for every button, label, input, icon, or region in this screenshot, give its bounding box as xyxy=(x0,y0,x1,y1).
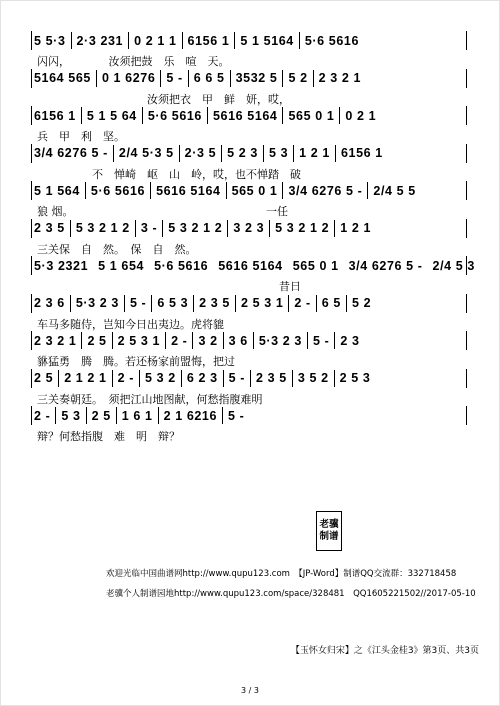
barline xyxy=(288,295,289,312)
measure: 2 - xyxy=(34,408,51,423)
barline xyxy=(226,182,227,199)
composer-stamp xyxy=(316,511,342,551)
score-line xyxy=(31,181,467,219)
measure: 5 2 xyxy=(351,296,372,310)
barline xyxy=(151,295,152,312)
measure: 6156 1 xyxy=(34,108,76,123)
barline xyxy=(282,182,283,199)
barline xyxy=(223,332,224,349)
barline xyxy=(150,182,151,199)
measure: 3532 5 xyxy=(235,71,278,85)
measure: 2 1 6216 xyxy=(163,408,218,423)
barline xyxy=(316,295,317,312)
barline xyxy=(292,370,293,387)
barline xyxy=(250,370,251,387)
measure: 3 2 3 xyxy=(233,221,265,235)
score-line xyxy=(31,331,467,369)
measure: 0 2 1 1 xyxy=(134,33,177,48)
barline xyxy=(81,107,82,124)
barline xyxy=(293,145,294,162)
barline xyxy=(70,220,71,237)
barline xyxy=(234,32,235,49)
barline xyxy=(165,332,166,349)
measure: 1 2 1 xyxy=(340,221,372,235)
measure: 2 5 xyxy=(34,371,54,385)
barline xyxy=(334,220,335,237)
barline xyxy=(335,145,336,162)
lyrics-row: 辩？何愁指腹 难 明 辩？ xyxy=(37,430,180,443)
measure: 5 3 xyxy=(61,408,81,423)
notation-row xyxy=(31,406,467,425)
measure: 6 6 5 xyxy=(193,71,225,85)
measure: 2 - xyxy=(171,333,188,348)
barline xyxy=(230,70,231,87)
measure: 5 1 654 xyxy=(98,258,145,273)
measure: 5 5·3 xyxy=(34,33,66,48)
measure: 3 5 2 xyxy=(297,371,329,385)
barline xyxy=(70,295,71,312)
stamp-line-2: 制谱 xyxy=(319,531,339,542)
barline xyxy=(142,107,143,124)
measure: 2 3 5 xyxy=(199,296,230,310)
measure: 2 1 2 1 xyxy=(64,371,107,385)
measure: 2 5 3 1 xyxy=(240,296,284,310)
barline xyxy=(81,332,82,349)
barline xyxy=(221,145,222,162)
measure: 3/4 6276 5 - xyxy=(288,183,363,198)
measure: 2 5 xyxy=(91,408,111,423)
barline xyxy=(313,70,314,87)
measure: 1 6 1 xyxy=(121,408,153,423)
measure: 565 0 1 xyxy=(292,258,339,273)
measure: 5 - xyxy=(228,371,246,385)
measure: 5 3 2 xyxy=(145,371,176,385)
barline xyxy=(192,332,193,349)
barline xyxy=(253,332,254,349)
measure: 2/4 5 5 xyxy=(373,183,416,198)
barline xyxy=(222,407,223,424)
barline xyxy=(269,220,270,237)
measure: 3 2 xyxy=(198,333,218,348)
barline xyxy=(193,295,194,312)
notation-row xyxy=(31,69,467,88)
barline xyxy=(263,145,264,162)
barline xyxy=(116,407,117,424)
score-line xyxy=(31,31,467,69)
barline xyxy=(124,295,125,312)
barline xyxy=(128,32,129,49)
measure: 2 - xyxy=(294,296,311,310)
measure: 5 3 xyxy=(268,146,289,160)
lyrics-row: 昔日 xyxy=(37,280,301,293)
barline xyxy=(135,220,136,237)
measure: 5·6 5616 xyxy=(147,108,202,123)
stamp-line-1: 老骥 xyxy=(319,519,339,530)
barline xyxy=(334,370,335,387)
measure: 5·3 2321 xyxy=(34,258,89,273)
measure: 5616 5164 xyxy=(212,108,278,123)
barline xyxy=(179,145,180,162)
score-body xyxy=(31,31,475,444)
measure: 565 0 1 xyxy=(231,183,278,198)
score-line xyxy=(31,144,467,182)
notation-row xyxy=(31,294,467,313)
barline xyxy=(207,107,208,124)
barline xyxy=(58,370,59,387)
barline xyxy=(182,32,183,49)
measure: 2 5 xyxy=(87,333,107,348)
notation-row xyxy=(31,219,467,238)
score-line xyxy=(31,219,467,257)
notation-row xyxy=(31,144,467,163)
measure: 5 1 564 xyxy=(34,183,80,198)
measure: 5 1 5 64 xyxy=(86,108,137,123)
measure: 5 1 5164 xyxy=(240,33,294,48)
measure: 5 2 xyxy=(288,71,308,85)
notation-row xyxy=(31,369,467,388)
lyrics-row: 三关保 自 然。 保 自 然。 xyxy=(37,242,197,256)
measure: 2 3 5 xyxy=(34,221,65,235)
measure: 5616 5164 xyxy=(156,183,221,198)
measure: 2 3 xyxy=(340,333,360,348)
barline xyxy=(227,220,228,237)
barline xyxy=(86,407,87,424)
measure: 5·6 5616 xyxy=(90,183,146,198)
barline xyxy=(282,107,283,124)
page-number: 3 / 3 xyxy=(241,686,259,695)
measure: 2 3 2 1 xyxy=(34,333,77,348)
barline xyxy=(71,32,72,49)
measure: 3 - xyxy=(140,221,158,235)
score-line xyxy=(31,256,475,294)
barline xyxy=(55,407,56,424)
barline xyxy=(112,370,113,387)
barline xyxy=(162,220,163,237)
barline xyxy=(160,70,161,87)
barline xyxy=(96,70,97,87)
notation-row xyxy=(31,181,467,200)
measure: 5·3 2 3 xyxy=(75,296,119,310)
measure: 5 - xyxy=(228,408,245,423)
barline xyxy=(334,332,335,349)
lyrics-row: 汝须把衣 甲 鲜 妍，哎， xyxy=(37,92,290,106)
measure: 5·6 5616 xyxy=(154,258,209,273)
page-caption: 【玉怀女归宋】之《江头金桂3》第3页、共3页 xyxy=(290,646,479,656)
lyrics-row: 狼 烟。 一任 xyxy=(37,205,288,218)
footer-line-1: 欢迎光临中国曲谱网http://www.qupu123.com 【JP-Word】制谱QQ交流群：332718458 xyxy=(106,569,457,579)
barline xyxy=(235,295,236,312)
measure: 5·3 2 3 xyxy=(258,333,302,348)
measure: 2 5 3 xyxy=(339,371,371,385)
measure: 6 5 3 xyxy=(157,296,189,310)
lyrics-row: 车马多随侍，岂知今日出夷边。虎将貔 xyxy=(37,317,224,331)
barline xyxy=(307,332,308,349)
barline xyxy=(223,370,224,387)
lyrics-row: 三关奏朝廷。 须把江山地图献，何愁指腹难明 xyxy=(37,392,263,406)
measure: 2 - xyxy=(117,371,135,385)
measure: 6 5 xyxy=(321,296,341,310)
measure: 0 1 6276 xyxy=(101,71,156,85)
barline xyxy=(282,70,283,87)
barline xyxy=(346,295,347,312)
footer-line-2: 老骥个人制谱园地http://www.qupu123.com/space/328481 QQ1605221502//2017-05-10 xyxy=(106,589,476,599)
notation-row xyxy=(31,106,467,125)
measure: 5 - xyxy=(129,296,147,310)
score-line xyxy=(31,106,467,144)
barline xyxy=(85,182,86,199)
measure: 5 - xyxy=(166,71,183,85)
lyrics-row: 貅猛勇 腾 腾。若还杨家前盟悔，把过 xyxy=(37,355,235,368)
measure: 5 3 2 1 2 xyxy=(75,221,130,235)
barline xyxy=(188,70,189,87)
measure: 5 2 3 xyxy=(227,146,258,160)
barline xyxy=(158,407,159,424)
measure: 5616 5164 xyxy=(218,258,283,273)
measure: 2/4 5 3 xyxy=(432,258,475,273)
lyrics-row: 不 惮崎 岖 山 岭，哎，也不惮踏 破 xyxy=(37,167,301,181)
measure: 2 3 2 1 xyxy=(318,71,362,85)
measure: 2 3 5 xyxy=(256,371,287,385)
notation-row xyxy=(31,31,467,50)
measure: 1 2 1 xyxy=(299,146,330,160)
measure: 6156 1 xyxy=(187,33,230,48)
measure: 3 6 xyxy=(228,333,248,348)
barline xyxy=(299,32,300,49)
measure: 2·3 231 xyxy=(76,33,124,48)
score-line xyxy=(31,294,467,332)
measure: 5·6 5616 xyxy=(304,33,360,48)
barline xyxy=(181,370,182,387)
measure: 5 3 2 1 2 xyxy=(168,221,223,235)
measure: 2 3 6 xyxy=(34,296,65,310)
measure: 2 5 3 1 xyxy=(117,333,161,348)
measure: 5 - xyxy=(312,333,330,348)
lyrics-row: 兵 甲 利 坚。 xyxy=(37,130,125,143)
notation-row xyxy=(31,331,467,350)
barline xyxy=(339,107,340,124)
measure: 6 2 3 xyxy=(186,371,218,385)
barline xyxy=(112,332,113,349)
score-line xyxy=(31,406,467,444)
barline xyxy=(113,145,114,162)
score-line xyxy=(31,69,467,107)
measure: 3/4 6276 5 - xyxy=(34,146,108,160)
measure: 2/4 5·3 5 xyxy=(118,146,174,160)
measure: 5 3 2 1 2 xyxy=(275,221,330,235)
score-line xyxy=(31,369,467,407)
measure: 3/4 6276 5 - xyxy=(348,258,423,273)
lyrics-row: 闪闪， 汝须把鼓 乐 喧 天。 xyxy=(37,55,230,68)
measure: 0 2 1 xyxy=(345,108,377,123)
measure: 565 0 1 xyxy=(288,108,335,123)
measure: 2·3 5 xyxy=(184,146,217,160)
measure: 5164 565 xyxy=(34,71,91,85)
measure: 6156 1 xyxy=(340,146,383,160)
barline xyxy=(367,182,368,199)
barline xyxy=(139,370,140,387)
notation-row xyxy=(31,256,475,275)
